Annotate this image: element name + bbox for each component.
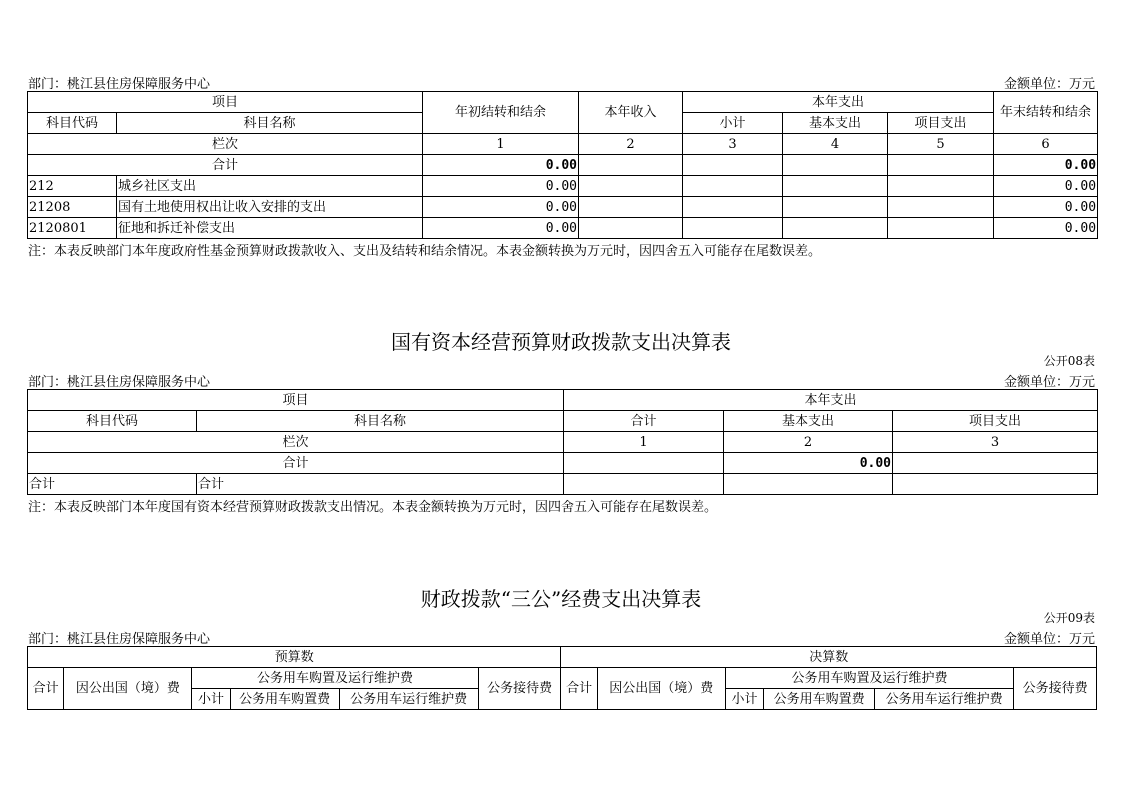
t2-unit-label: 金额单位：万元 [1003,375,1095,390]
t2-column-number-row [28,432,1098,453]
t3-final-subtotal: 小计 [725,689,763,710]
t1-header-basic: 基本支出 [783,113,888,134]
t3-final-header: 决算数 [561,647,1097,668]
t2-total-row [28,453,1098,474]
t2-col-num: 2 [724,432,893,453]
t2-total-basic: 0.00 [724,453,893,474]
t3-budget-total: 合计 [28,668,64,710]
t2-note: 注：本表反映部门本年度国有资本经营预算财政拨款支出情况。本表金额转换为万元时，因四舍五入可能存在尾数误差。 [28,500,718,515]
t1-dept-label: 部门：桃江县住房保障服务中心 [28,77,211,92]
t1-col-num: 1 [423,134,579,155]
t1-col-label: 栏次 [28,134,423,155]
t1-total-label: 合计 [28,155,423,176]
t1-total-end: 0.00 [994,155,1098,176]
t1-header-expense: 本年支出 [683,92,994,113]
t2-header-code: 科目代码 [28,411,197,432]
subject-code: 2120801 [28,218,117,239]
subject-name: 城乡社区支出 [117,176,423,197]
t1-header-name: 科目名称 [117,113,423,134]
t2-form-code: 公开08表 [1043,354,1095,368]
t1-note: 注：本表反映部门本年度政府性基金预算财政拨款收入、支出及结转和结余情况。本表金额转换为万元时，因四舍五入可能存在尾数误差。 [28,244,822,259]
t1-header-code: 科目代码 [28,113,117,134]
t3-title: 财政拨款“三公”经费支出决算表 [420,587,702,611]
state-capital-table [27,389,1098,495]
t1-col-num: 5 [888,134,994,155]
t3-budget-reception: 公务接待费 [478,668,561,710]
t1-header-project: 项目支出 [888,113,994,134]
t3-form-code: 公开09表 [1043,611,1095,625]
subject-name: 合计 [197,474,564,495]
begin-balance: 0.00 [423,197,579,218]
t1-col-num: 3 [683,134,783,155]
t1-header-end: 年末结转和结余 [994,92,1098,134]
t1-total-begin: 0.00 [423,155,579,176]
subject-code: 212 [28,176,117,197]
t3-budget-vehicle: 公务用车购置及运行维护费 [192,668,478,689]
t1-col-num: 6 [994,134,1098,155]
t1-header-begin: 年初结转和结余 [423,92,579,134]
t3-budget-header: 预算数 [28,647,561,668]
table-row [28,218,1098,239]
t1-total-row [28,155,1098,176]
t3-final-abroad: 因公出国（境）费 [597,668,725,710]
t2-col-label: 栏次 [28,432,564,453]
table-row [28,176,1098,197]
end-balance: 0.00 [994,218,1098,239]
t3-final-total: 合计 [561,668,597,710]
t3-dept-label: 部门：桃江县住房保障服务中心 [28,632,211,647]
t1-unit-label: 金额单位：万元 [1003,77,1095,92]
t1-col-num: 4 [783,134,888,155]
t3-final-vehicle: 公务用车购置及运行维护费 [725,668,1013,689]
t2-total-label: 合计 [28,453,564,474]
t3-budget-purchase: 公务用车购置费 [230,689,339,710]
t2-col-num: 1 [564,432,724,453]
t2-header-name: 科目名称 [197,411,564,432]
t2-col-num: 3 [893,432,1098,453]
table-row [28,474,1098,495]
subject-code: 21208 [28,197,117,218]
t2-header-expense: 本年支出 [564,390,1098,411]
t1-header-income: 本年收入 [579,92,683,134]
end-balance: 0.00 [994,197,1098,218]
t2-header-project: 项目支出 [893,411,1098,432]
t3-budget-abroad: 因公出国（境）费 [64,668,192,710]
t3-final-operate: 公务用车运行维护费 [875,689,1014,710]
t2-dept-label: 部门：桃江县住房保障服务中心 [28,375,211,390]
t3-final-purchase: 公务用车购置费 [764,689,875,710]
begin-balance: 0.00 [423,176,579,197]
t3-final-reception: 公务接待费 [1014,668,1097,710]
subject-code: 合计 [28,474,197,495]
table-row [28,197,1098,218]
government-fund-table [27,91,1098,239]
t2-header-basic: 基本支出 [724,411,893,432]
subject-name: 征地和拆迁补偿支出 [117,218,423,239]
t3-unit-label: 金额单位：万元 [1003,632,1095,647]
t2-title: 国有资本经营预算财政拨款支出决算表 [391,330,731,354]
t1-header-item: 项目 [28,92,423,113]
t2-header-total: 合计 [564,411,724,432]
t1-header-subtotal: 小计 [683,113,783,134]
t1-column-number-row [28,134,1098,155]
end-balance: 0.00 [994,176,1098,197]
t1-col-num: 2 [579,134,683,155]
subject-name: 国有土地使用权出让收入安排的支出 [117,197,423,218]
t3-budget-subtotal: 小计 [192,689,230,710]
begin-balance: 0.00 [423,218,579,239]
t2-header-item: 项目 [28,390,564,411]
t3-budget-operate: 公务用车运行维护费 [339,689,478,710]
three-public-expense-table [27,646,1097,710]
